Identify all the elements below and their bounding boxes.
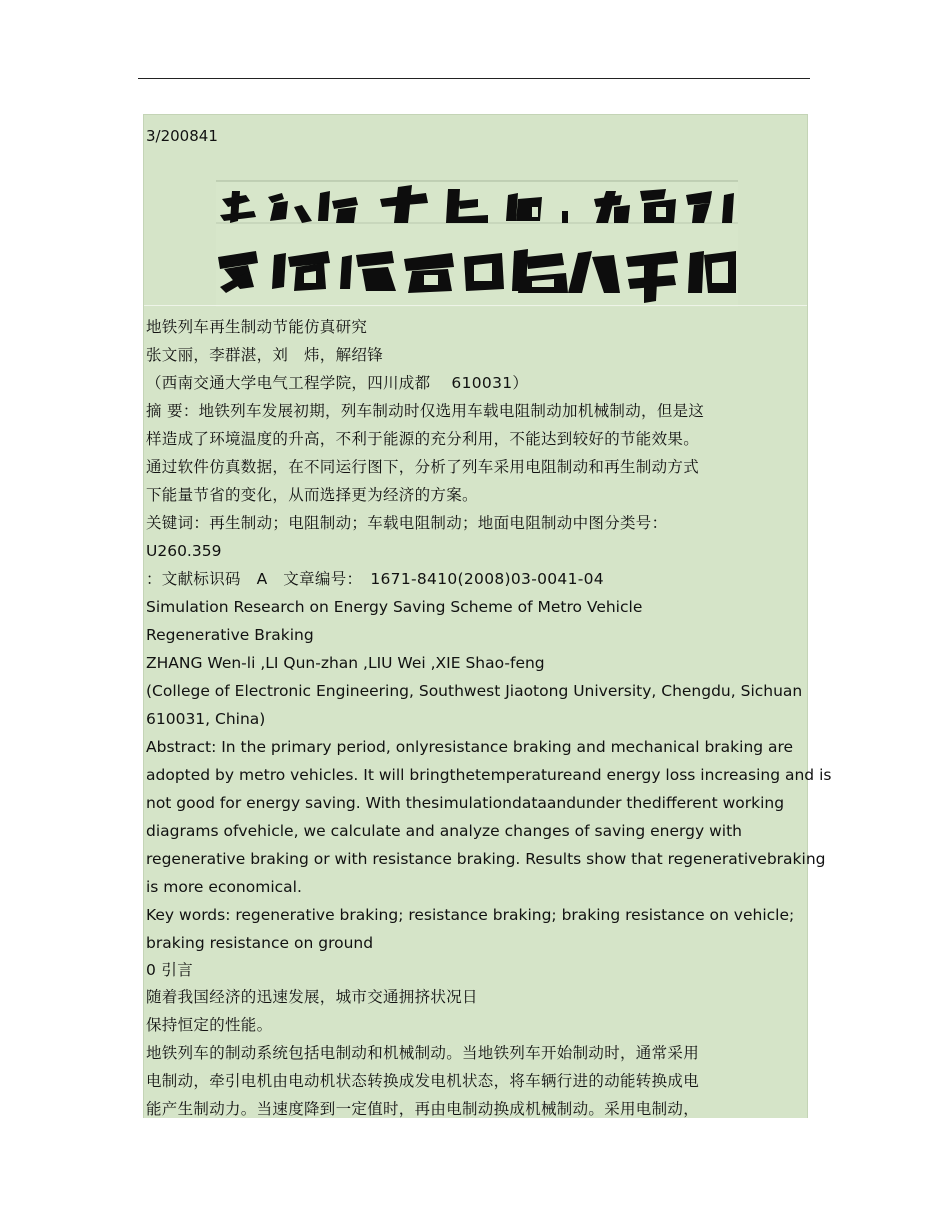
body-line: 随着我国经济的迅速发展，城市交通拥挤状况日 bbox=[146, 988, 478, 1006]
english-authors: ZHANG Wen-li ,LI Qun-zhan ,LIU Wei ,XIE Shao-feng bbox=[146, 654, 545, 672]
abstract-line: 通过软件仿真数据，在不同运行图下，分析了列车采用电阻制动和再生制动方式 bbox=[146, 458, 700, 476]
abstract-line: 摘 要：地铁列车发展初期，列车制动时仅选用车载电阻制动加机械制动，但是这 bbox=[146, 402, 705, 420]
english-keywords: Key words: regenerative braking; resistance braking; braking resistance on vehicle; bbox=[146, 906, 795, 924]
classification-code: U260.359 bbox=[146, 542, 222, 560]
body-line: 电制动，牵引电机由电动机状态转换成发电机状态，将车辆行进的动能转换成电 bbox=[146, 1072, 700, 1090]
english-abstract-line: adopted by metro vehicles. It will bringthetemperatureand energy loss increasing and is bbox=[146, 766, 832, 784]
abstract-line: 样造成了环境温度的升高，不利于能源的充分利用，不能达到较好的节能效果。 bbox=[146, 430, 700, 448]
article-title: 地铁列车再生制动节能仿真研究 bbox=[146, 318, 368, 336]
header-separator bbox=[144, 305, 807, 306]
body-line: 能产生制动力。当速度降到一定值时，再由电制动换成机械制动。采用电制动， bbox=[146, 1100, 700, 1118]
document-code-line: ：文献标识码 A 文章编号： 1671-8410(2008)03-0041-04 bbox=[146, 570, 604, 588]
issue-number: 3/200841 bbox=[146, 127, 218, 145]
affiliation: （西南交通大学电气工程学院，四川成都 610031） bbox=[146, 374, 529, 392]
section-heading: 0 引言 bbox=[146, 961, 193, 979]
top-rule bbox=[138, 78, 810, 79]
english-title: Simulation Research on Energy Saving Scheme of Metro Vehicle bbox=[146, 598, 643, 616]
article-body bbox=[146, 313, 832, 1123]
document-panel bbox=[143, 114, 832, 1118]
keywords-line: 关键词：再生制动；电阻制动；车载电阻制动；地面电阻制动中图分类号： bbox=[146, 514, 668, 532]
english-abstract-line: is more economical. bbox=[146, 878, 302, 896]
body-line: 保持恒定的性能。 bbox=[146, 1016, 273, 1034]
authors: 张文丽，李群湛，刘 炜，解绍锋 bbox=[146, 346, 384, 364]
english-affiliation: (College of Electronic Engineering, Southwest Jiaotong University, Chengdu, Sichuan bbox=[146, 682, 803, 700]
english-abstract-line: not good for energy saving. With thesimulationdataandunder thedifferent working bbox=[146, 794, 785, 812]
english-title: Regenerative Braking bbox=[146, 626, 314, 644]
english-abstract-line: diagrams ofvehicle, we calculate and analyze changes of saving energy with bbox=[146, 822, 742, 840]
abstract-line: 下能量节省的变化，从而选择更为经济的方案。 bbox=[146, 486, 478, 504]
english-abstract-line: Abstract: In the primary period, onlyresistance braking and mechanical braking are bbox=[146, 738, 794, 756]
english-affiliation: 610031, China) bbox=[146, 710, 266, 728]
english-abstract-line: regenerative braking or with resistance braking. Results show that regenerativebraking bbox=[146, 850, 826, 868]
body-line: 地铁列车的制动系统包括电制动和机械制动。当地铁列车开始制动时，通常采用 bbox=[146, 1044, 700, 1062]
calligraphy-image bbox=[216, 177, 738, 309]
english-keywords: braking resistance on ground bbox=[146, 934, 374, 952]
